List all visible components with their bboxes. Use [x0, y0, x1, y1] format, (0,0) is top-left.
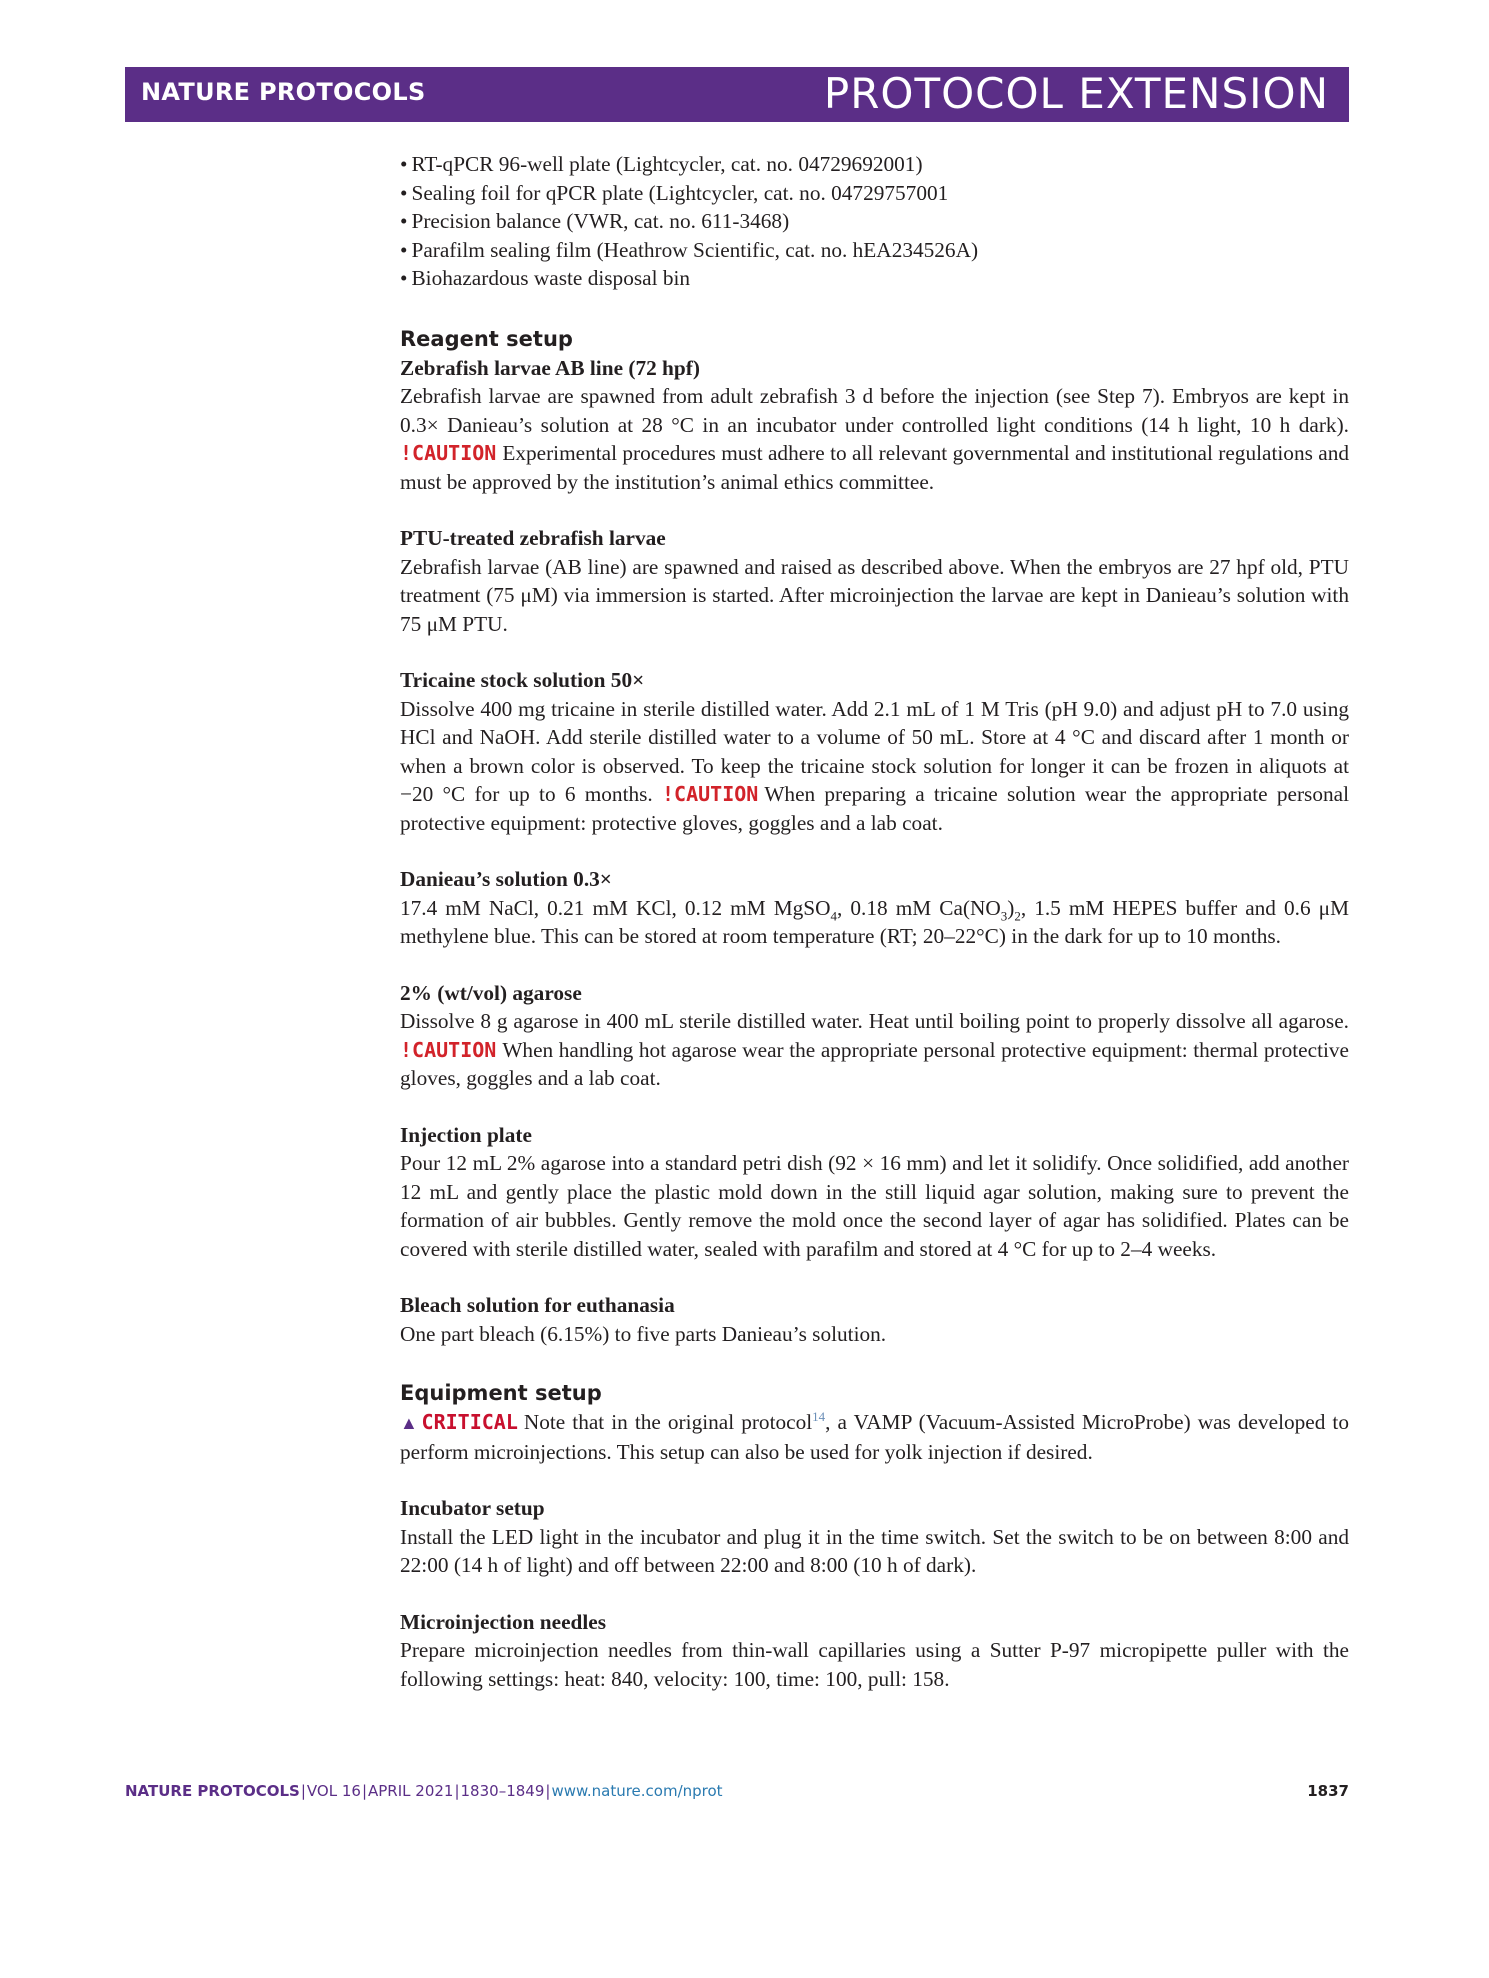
footer-journal: NATURE PROTOCOLS [125, 1782, 300, 1800]
article-type: PROTOCOL EXTENSION [823, 69, 1329, 118]
reagent-setup-heading: Reagent setup [400, 326, 573, 351]
caution-label: !CAUTION [400, 1037, 497, 1062]
caution-label: !CAUTION [400, 441, 497, 465]
list-item: • Biohazardous waste disposal bin [400, 266, 691, 290]
critical-triangle-icon: ▲ [400, 1413, 420, 1433]
ptu-heading: PTU-treated zebrafish larvae [400, 526, 666, 550]
footer-volume: VOL 16 [306, 1782, 361, 1800]
list-item: • Sealing foil for qPCR plate (Lightcycler, cat. no. 04729757001 [400, 180, 949, 205]
critical-note: ▲ CRITICAL Note that in the original protocol$^{14}$, a VAMP (Vacuum-Assisted MicroProbe) was developed to perform microinjections. This setup can also be used for yolk injection if desired. [400, 1408, 1349, 1464]
footer-url-link[interactable]: www.nature.com/nprot [551, 1782, 723, 1800]
zebrafish-text: Zebrafish larvae are spawned from adult zebrafish 3 d before the injection (see Step 7). Embryos are kept in 0.3× Danieau’s solution at 28 °C in an incubator under controlled light conditions (14 h light, 10 h dark). !CAUTION Experimental procedures must adhere to all relevant governmental and institutional regulations and must be approved by the institution’s animal ethics committee. [400, 384, 1349, 494]
incubator-text: Install the LED light in the incubator and plug it in the time switch. Set the switch to be on between 8:00 and 22:00 (14 h of light) and off between 22:00 and 8:00 (10 h of dark). [400, 1524, 1349, 1577]
list-item: • Precision balance (VWR, cat. no. 611-3468) [400, 209, 790, 233]
equipment-setup-heading: Equipment setup [400, 1381, 602, 1405]
injection-plate-heading: Injection plate [400, 1122, 532, 1147]
list-item: • Parafilm sealing film (Heathrow Scientific, cat. no. hEA234526A) [400, 237, 979, 262]
needles-text: Prepare microinjection needles from thin-wall capillaries using a Sutter P-97 micropipette puller with the following settings: heat: 840, velocity: 100, time: 100, pull: 158. [400, 1638, 1349, 1691]
bleach-text: One part bleach (6.15%) to five parts Danieau’s solution. [400, 1321, 887, 1346]
reference-link[interactable]: 14 [812, 1408, 826, 1424]
tricaine-text: Dissolve 400 mg tricaine in sterile distilled water. Add 2.1 mL of 1 M Tris (pH 9.0) and adjust pH to 7.0 using HCl and NaOH. Add sterile distilled water to a volume of 50 mL. Store at 4 °C and discard after 1 month or when a brown color is observed. To keep the tricaine stock solution for longer it can be frozen in aliquots at −20 °C for up to 6 months. !CAUTION When preparing a tricaine solution wear the appropriate personal protective equipment: protective gloves, goggles and a lab coat. [400, 696, 1350, 835]
caution-label: !CAUTION [662, 782, 759, 806]
agarose-heading: 2% (wt/vol) agarose [400, 980, 582, 1005]
footer-pages: 1830–1849 [460, 1782, 545, 1800]
incubator-heading: Incubator setup [400, 1496, 545, 1520]
needles-heading: Microinjection needles [400, 1609, 607, 1634]
critical-label: CRITICAL [421, 1410, 518, 1434]
equipment-list [400, 150, 1349, 293]
injection-plate-text: Pour 12 mL 2% agarose into a standard petri dish (92 × 16 mm) and let it solidify. Once solidified, add another 12 mL and gently place the plastic mold down in the still liquid agar solution, making sure to prevent the formation of air bubbles. Gently remove the mold once the second layer of agar has solidified. Plates can be covered with sterile distilled water, sealed with parafilm and stored at 4 °C for up to 2–4 weeks. [400, 1151, 1349, 1261]
bleach-heading: Bleach solution for euthanasia [400, 1293, 675, 1317]
agarose-text: Dissolve 8 g agarose in 400 mL sterile distilled water. Heat until boiling point to properly dissolve all agarose. !CAUTION When handling hot agarose wear the appropriate personal protective equipment: thermal protective gloves, goggles and a lab coat. [400, 1009, 1349, 1090]
page-footer: NATURE PROTOCOLS|VOL 16|APRIL 2021|1830–1849|www.nature.com/nprot 1837 [125, 1782, 1349, 1800]
ptu-text: Zebrafish larvae (AB line) are spawned and raised as described above. When the embryos are 27 hpf old, PTU treatment (75 μM) via immersion is started. After microinjection the larvae are kept in Danieau’s solution with 75 μM PTU. [400, 554, 1349, 636]
danieau-text: 17.4 mM NaCl, 0.21 mM KCl, 0.12 mM MgSO$_4$, 0.18 mM $Ca(NO_3)_2$, 1.5 mM HEPES buffer and 0.6 μM methylene blue. This can be stored at room temperature (RT; 20–22°C) in the dark for up to 10 months. [400, 895, 1350, 948]
page-number: 1837 [1307, 1782, 1349, 1800]
tricaine-heading: Tricaine stock solution 50× [400, 668, 645, 692]
footer-date: APRIL 2021 [368, 1782, 454, 1800]
zebrafish-heading: Zebrafish larvae AB line (72 hpf) [400, 355, 700, 380]
journal-name: NATURE PROTOCOLS [141, 78, 426, 106]
main-content [400, 150, 1349, 1693]
danieau-heading: Danieau’s solution 0.3× [400, 867, 612, 891]
list-item: • RT-qPCR 96-well plate (Lightcycler, cat. no. 04729692001) [400, 152, 923, 176]
header-bar [125, 67, 1349, 122]
